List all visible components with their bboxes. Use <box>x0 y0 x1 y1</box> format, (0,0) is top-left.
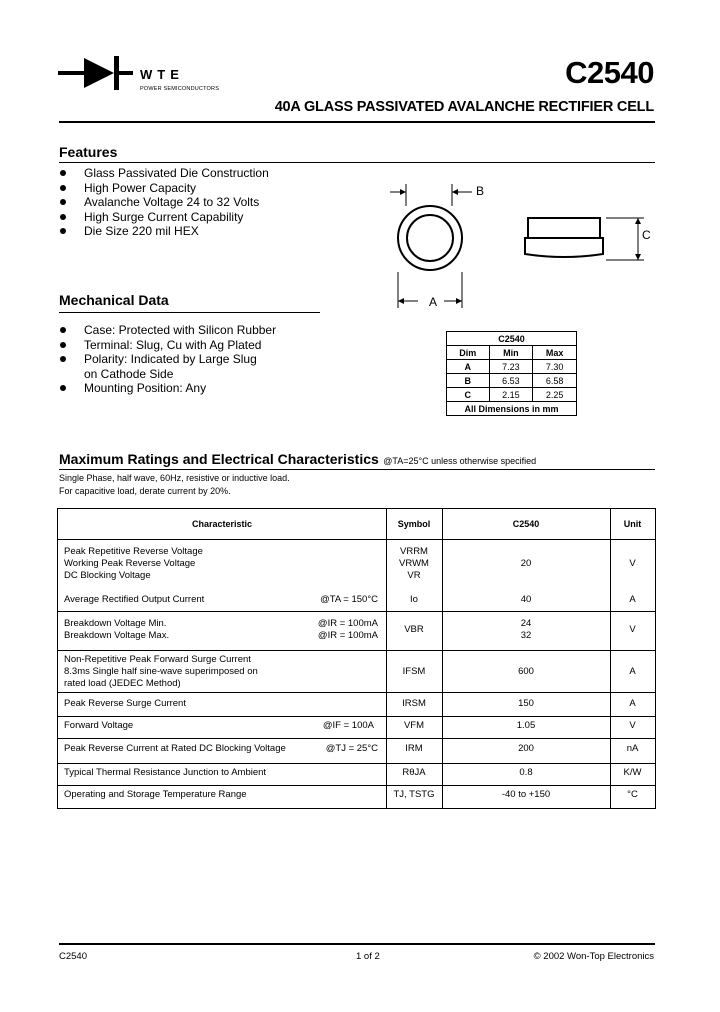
table-row-unit: V <box>629 720 636 731</box>
value-line: 24 <box>520 618 532 629</box>
table-row-value: 600 <box>518 666 534 677</box>
dimension-col-dim: Dim <box>447 346 490 360</box>
dim-label-c: C <box>642 228 651 242</box>
table-row-unit: V <box>629 624 636 635</box>
list-item: on Cathode Side <box>84 366 174 381</box>
logo-text: WTE <box>140 67 184 82</box>
list-item: Mounting Position: Any <box>59 381 276 396</box>
table-row-characteristic: Operating and Storage Temperature Range <box>64 789 247 800</box>
table-row-unit: nA <box>626 743 639 754</box>
row-divider <box>58 611 655 612</box>
char-line: Non-Repetitive Peak Forward Surge Current <box>64 654 251 665</box>
dim-name: C <box>447 388 490 402</box>
col-header-unit: Unit <box>623 519 642 529</box>
char-line: Peak Repetitive Reverse Voltage <box>64 546 203 557</box>
note-line: For capacitive load, derate current by 20%. <box>59 485 231 496</box>
list-item: High Surge Current Capability <box>59 210 269 225</box>
header-rule <box>59 121 655 123</box>
char-line: Working Peak Reverse Voltage <box>64 558 196 569</box>
row-divider <box>58 763 655 764</box>
symbol-line: VR <box>407 570 421 581</box>
ratings-note <box>59 472 290 497</box>
characteristics-table <box>57 508 656 809</box>
ratings-rule <box>59 469 655 470</box>
dim-name: B <box>447 374 490 388</box>
table-row-unit: A <box>629 698 636 709</box>
side-view-top <box>528 218 600 238</box>
table-row <box>447 388 577 402</box>
list-item: Avalanche Voltage 24 to 32 Volts <box>59 195 269 210</box>
table-row-value: 200 <box>518 743 534 754</box>
dim-max: 2.25 <box>533 388 577 402</box>
device-subtitle: 40A GLASS PASSIVATED AVALANCHE RECTIFIER CELL <box>274 99 654 115</box>
table-row-characteristic: Average Rectified Output Current <box>64 594 205 605</box>
row-divider <box>58 785 655 786</box>
table-row-symbol: RθJA <box>402 767 426 778</box>
bullet-icon <box>60 385 66 391</box>
dim-b-arrowhead-right <box>452 189 458 195</box>
table-row-value: 20 <box>520 558 532 569</box>
ratings-heading: Maximum Ratings and Electrical Characteristics <box>59 451 379 467</box>
cond-line: @IR = 100mA <box>317 618 378 629</box>
table-row <box>447 360 577 374</box>
bullet-icon <box>60 327 66 333</box>
row-divider <box>58 692 655 693</box>
list-item: Polarity: Indicated by Large Slug <box>59 352 276 367</box>
note-line: Single Phase, half wave, 60Hz, resistive or inductive load. <box>59 473 290 483</box>
footer-rule <box>59 943 655 945</box>
die-inner-ring <box>407 215 453 261</box>
dim-min: 6.53 <box>489 374 533 388</box>
table-row-unit: K/W <box>623 767 642 778</box>
dim-label-a: A <box>429 295 438 309</box>
symbol-line: VRWM <box>399 558 429 569</box>
bullet-icon <box>60 185 66 191</box>
table-row-symbol: IFSM <box>402 666 426 677</box>
char-line: Breakdown Voltage Min. <box>64 618 167 629</box>
table-row-unit: A <box>629 594 636 605</box>
table-row-symbol: TJ, TSTG <box>393 789 435 800</box>
char-line: DC Blocking Voltage <box>64 570 151 581</box>
list-item: Case: Protected with Silicon Rubber <box>59 323 276 338</box>
dim-a-arrowhead-right <box>456 298 462 304</box>
dim-max: 6.58 <box>533 374 577 388</box>
dimension-table <box>446 331 577 416</box>
table-row-characteristic: Forward Voltage <box>64 720 134 731</box>
table-row-symbol: VBR <box>404 624 424 635</box>
row-divider <box>58 539 655 540</box>
dim-name: A <box>447 360 490 374</box>
char-line: Breakdown Voltage Max. <box>64 630 170 641</box>
bullet-icon <box>60 342 66 348</box>
footer-copyright: © 2002 Won-Top Electronics <box>533 951 654 962</box>
table-row-condition: @TA = 150°C <box>320 594 378 605</box>
row-divider <box>58 716 655 717</box>
table-row-value: 0.8 <box>519 767 533 778</box>
ratings-heading-line <box>59 451 536 469</box>
bullet-icon <box>60 214 66 220</box>
table-row-value: 150 <box>518 698 534 709</box>
features-heading: Features <box>59 144 118 160</box>
char-line: 8.3ms Single half sine-wave superimposed on <box>64 666 258 677</box>
package-diagram <box>380 180 660 315</box>
table-row-characteristic: Typical Thermal Resistance Junction to Ambient <box>64 767 267 778</box>
col-header-value: C2540 <box>512 519 540 529</box>
table-row <box>447 374 577 388</box>
table-row-characteristic: Peak Reverse Surge Current <box>64 698 186 709</box>
table-row-characteristic <box>64 618 169 642</box>
dim-label-b: B <box>476 184 485 198</box>
dim-max: 7.30 <box>533 360 577 374</box>
table-row-symbol <box>386 546 442 582</box>
table-row-symbol: VFM <box>403 720 425 731</box>
list-item: High Power Capacity <box>59 181 269 196</box>
table-row-condition: @TJ = 25°C <box>325 743 378 754</box>
row-divider <box>58 650 655 651</box>
table-row-symbol: Io <box>410 594 418 605</box>
cond-line: @IR = 100mA <box>317 630 378 641</box>
bullet-icon <box>60 228 66 234</box>
symbol-line: VRRM <box>400 546 428 557</box>
table-row-condition: @IF = 100A <box>322 720 374 731</box>
table-row-characteristic <box>64 546 203 582</box>
table-row-unit: °C <box>627 789 638 800</box>
bullet-icon <box>60 356 66 362</box>
footer-page-number: 1 of 2 <box>356 951 380 962</box>
bullet-icon <box>60 170 66 176</box>
mechanical-list <box>59 323 276 396</box>
dimension-col-max: Max <box>533 346 577 360</box>
dim-c-arrowhead-bottom <box>635 254 641 260</box>
dim-min: 2.15 <box>489 388 533 402</box>
features-rule <box>59 162 655 163</box>
dim-b-arrowhead-left <box>400 189 406 195</box>
features-list <box>59 166 269 239</box>
table-row-symbol: IRM <box>405 743 423 754</box>
part-number-title: C2540 <box>565 55 654 90</box>
dimension-table-footer: All Dimensions in mm <box>447 402 577 416</box>
footer-part-number: C2540 <box>59 951 87 962</box>
table-row-symbol: IRSM <box>402 698 426 709</box>
logo-subtext: POWER SEMICONDUCTORS <box>140 86 220 92</box>
wte-logo-icon <box>58 52 138 94</box>
table-row-condition <box>238 618 378 642</box>
col-header-symbol: Symbol <box>397 519 431 529</box>
ratings-condition: @TA=25°C unless otherwise specified <box>383 456 537 466</box>
list-item: Die Size 220 mil HEX <box>59 224 269 239</box>
dimension-table-title: C2540 <box>447 332 577 346</box>
table-row-characteristic <box>64 654 258 690</box>
table-row-value: 40 <box>520 594 532 605</box>
dim-c-arrowhead-top <box>635 218 641 224</box>
dim-min: 7.23 <box>489 360 533 374</box>
table-row-unit: V <box>629 558 636 569</box>
table-row-characteristic: Peak Reverse Current at Rated DC Blocking Voltage <box>64 743 286 754</box>
list-item: Glass Passivated Die Construction <box>59 166 269 181</box>
table-row-value <box>442 618 610 642</box>
row-divider <box>58 738 655 739</box>
list-item: Terminal: Slug, Cu with Ag Plated <box>59 338 276 353</box>
dim-a-arrowhead-left <box>398 298 404 304</box>
mechanical-rule <box>59 312 320 313</box>
char-line: rated load (JEDEC Method) <box>64 678 181 689</box>
mechanical-heading: Mechanical Data <box>59 292 169 308</box>
value-line: 32 <box>520 630 532 641</box>
table-row-value: 1.05 <box>516 720 536 731</box>
side-view-base <box>525 238 603 257</box>
table-row-unit: A <box>629 666 636 677</box>
table-row-value: -40 to +150 <box>501 789 551 800</box>
col-header-characteristic: Characteristic <box>191 519 253 529</box>
dimension-col-min: Min <box>489 346 533 360</box>
bullet-icon <box>60 199 66 205</box>
